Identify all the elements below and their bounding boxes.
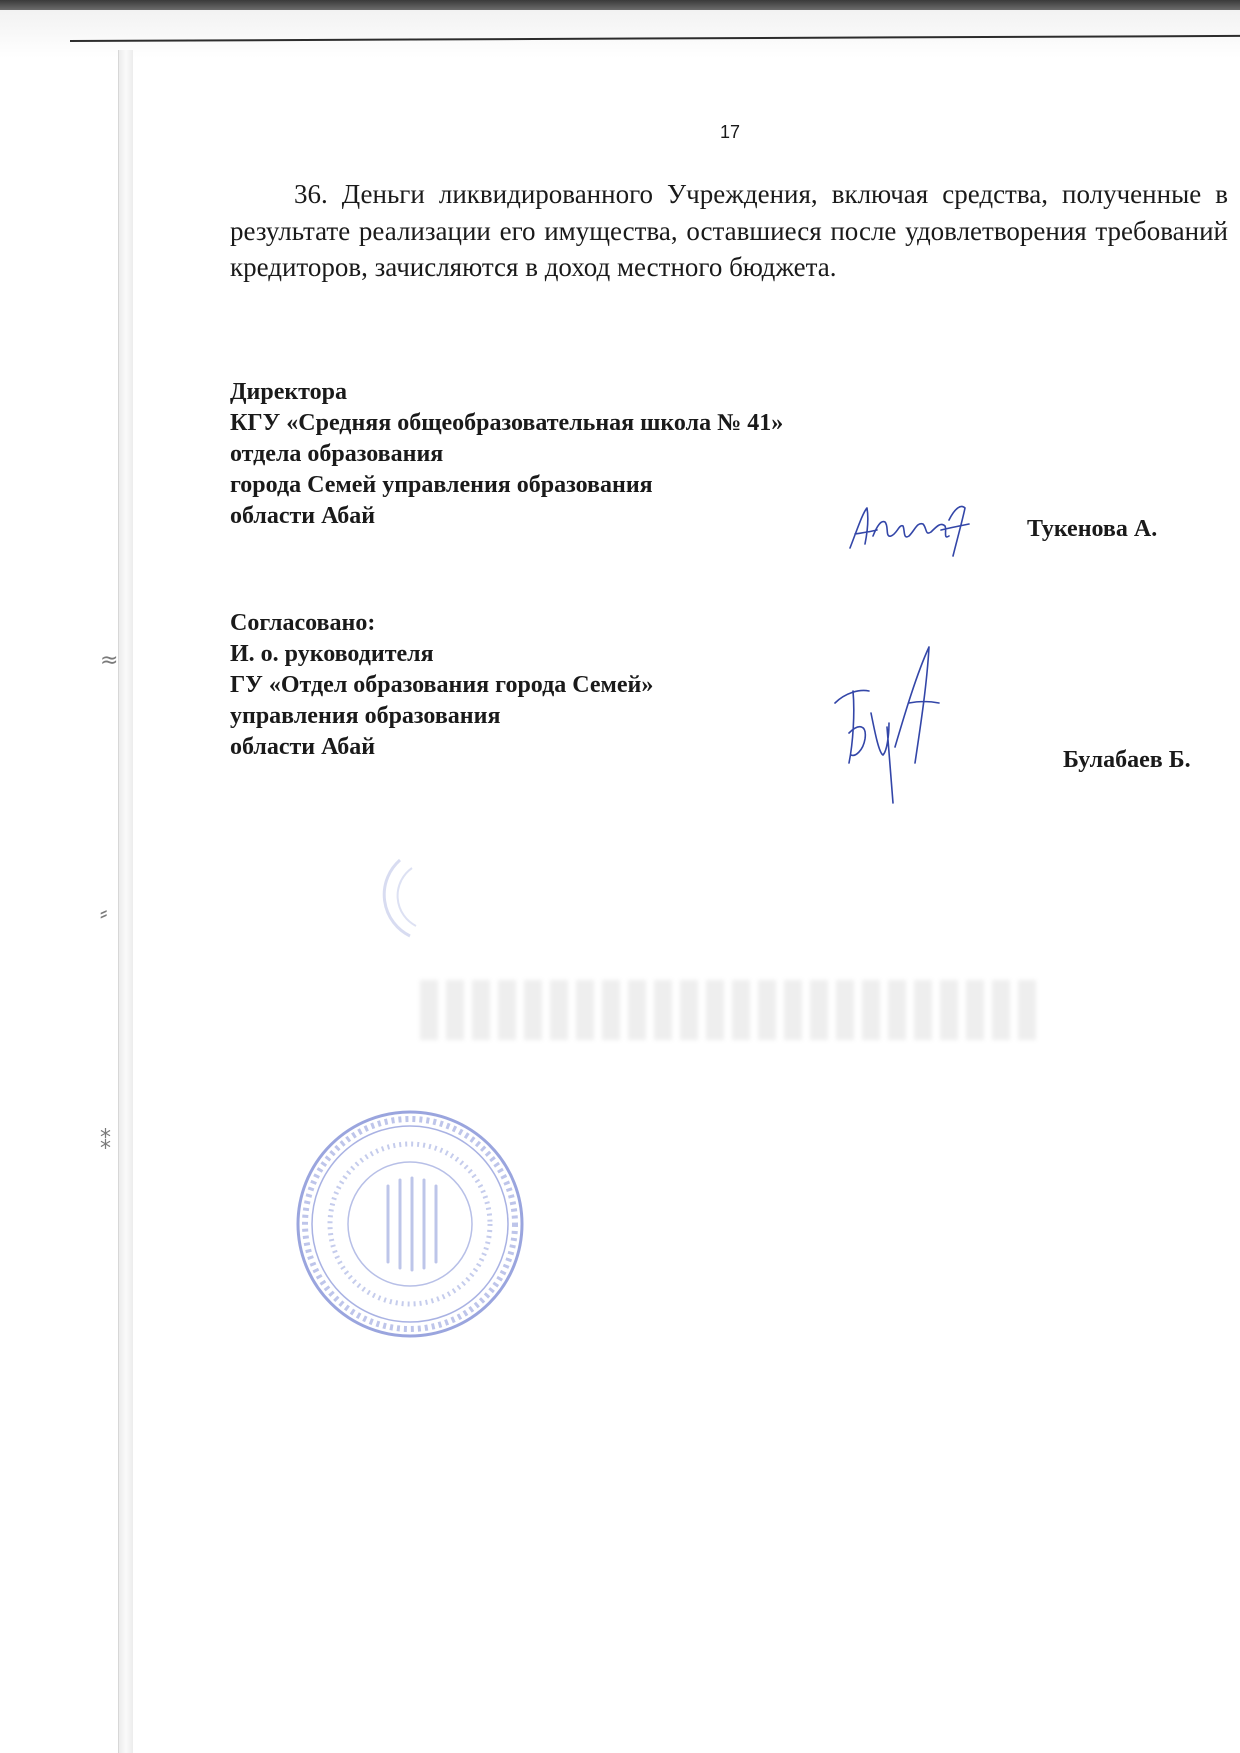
approval-title-line: области Абай — [230, 734, 376, 760]
approval-title-line: И. о. руководителя — [230, 641, 434, 667]
binding-edge — [118, 50, 133, 1753]
director-title-line: города Семей управления образования — [230, 472, 653, 498]
staple-mark-icon: ⁑ — [100, 1130, 111, 1155]
bleed-through-text — [420, 980, 1040, 1040]
approval-title-line: ГУ «Отдел образования города Семей» — [230, 672, 654, 698]
approval-title-line: Согласовано: — [230, 610, 376, 636]
approval-signature — [825, 643, 955, 808]
approval-signature-block — [230, 608, 653, 763]
scan-top-edge — [0, 0, 1240, 10]
approval-title-line: управления образования — [230, 703, 501, 729]
director-title-line: Директора — [230, 379, 347, 405]
director-name: Тукенова А. — [1027, 516, 1158, 542]
faint-stamp-imprint — [380, 840, 490, 950]
scan-shadow — [0, 10, 1240, 58]
director-title-line: КГУ «Средняя общеобразовательная школа № 41» — [230, 410, 784, 436]
director-signature — [845, 500, 975, 560]
page-number: 17 — [719, 122, 741, 142]
official-stamp — [292, 1106, 528, 1342]
staple-mark-icon: ⸗ — [100, 901, 108, 926]
director-signature-block — [230, 377, 783, 532]
paragraph-36: 36. Деньги ликвидированного Учреждения, включая средства, полученные в результате реализации его имущества, оставшиеся после удовлетворения требований кредиторов, зачисляются в доход местного бюджета. — [230, 179, 1228, 282]
director-title-line: области Абай — [230, 503, 376, 529]
director-title-line: отдела образования — [230, 441, 444, 467]
staple-mark-icon: ≈ — [100, 648, 119, 673]
approval-name: Булабаев Б. — [1063, 747, 1191, 773]
